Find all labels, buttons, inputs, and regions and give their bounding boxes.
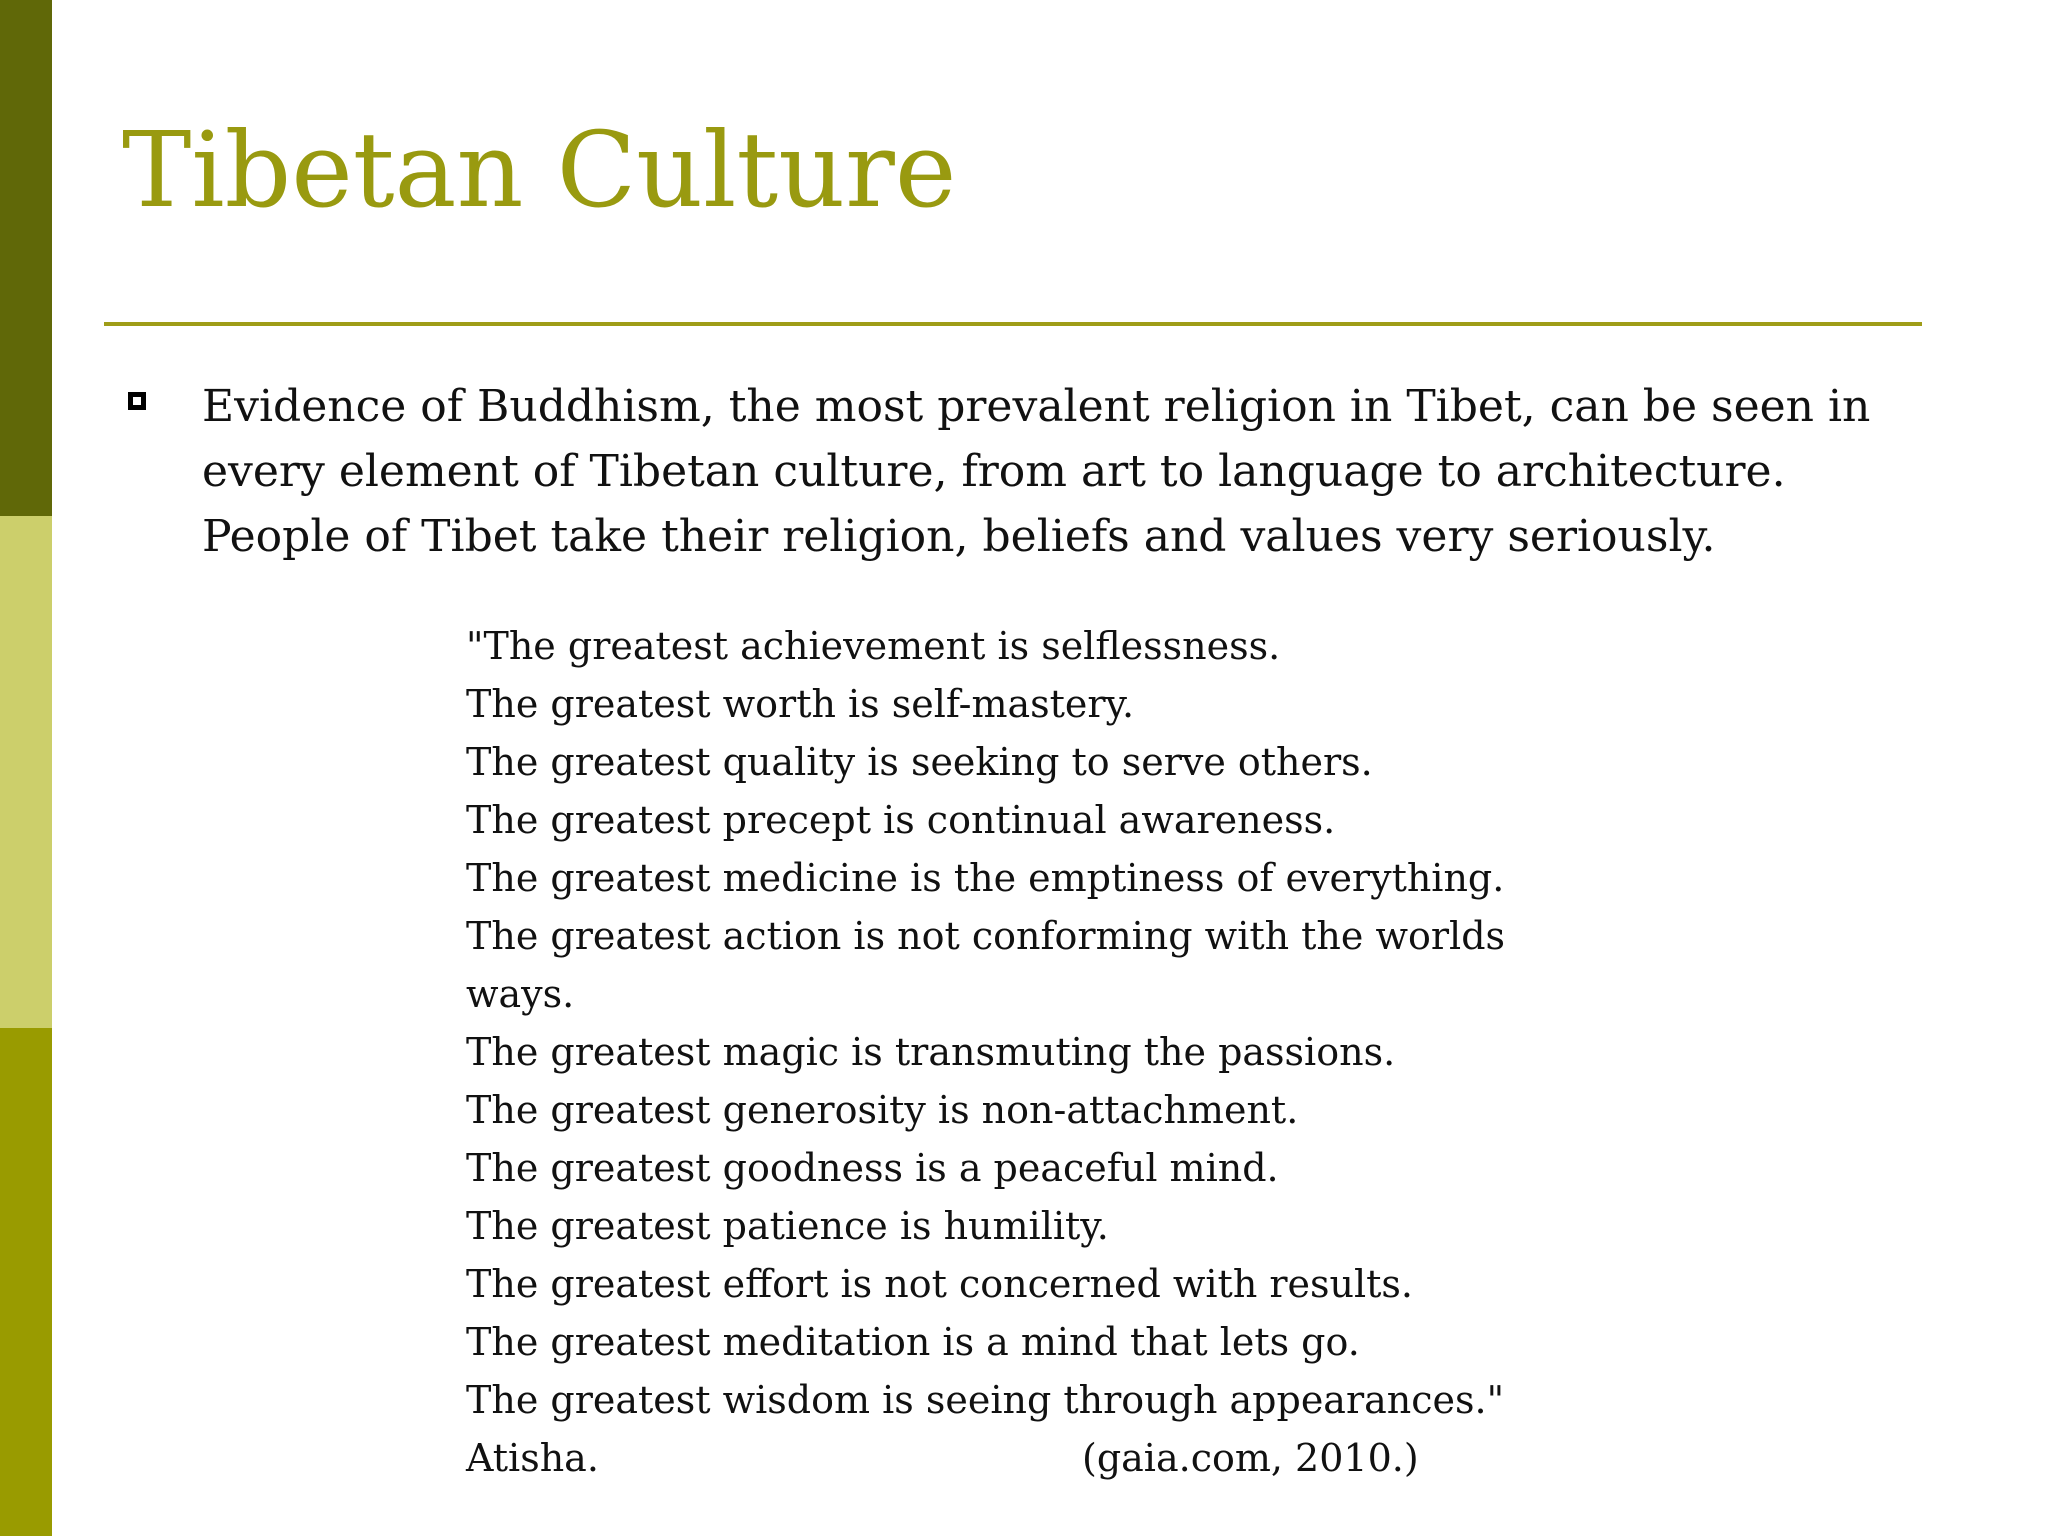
quote-line: The greatest worth is self-mastery. (466, 682, 1135, 726)
title-divider (104, 322, 1922, 326)
quote-line: The greatest quality is seeking to serve others. (466, 740, 1373, 784)
side-bar-bottom-segment (0, 1028, 52, 1536)
quote-line: The greatest generosity is non-attachment. (466, 1088, 1299, 1132)
quote-line: "The greatest achievement is selflessness. (466, 624, 1281, 668)
quote-attribution (466, 1429, 1466, 1487)
quote-line: The greatest patience is humility. (466, 1204, 1109, 1248)
quote-author: Atisha. (466, 1436, 599, 1480)
quote-source-citation: (gaia.com, 2010.) (1082, 1436, 1419, 1480)
side-bar-middle-segment (0, 516, 52, 1028)
quote-line: ways. (466, 972, 575, 1016)
quote-line: The greatest effort is not concerned with results. (466, 1262, 1414, 1306)
bullet-text: Evidence of Buddhism, the most prevalent religion in Tibet, can be seen in every element of Tibetan culture, from art to language to architecture. People of Tibet take their religion, beliefs and values very seriously. (202, 381, 1871, 562)
hollow-square-bullet-icon (128, 392, 146, 410)
quote-block (466, 617, 1506, 1487)
quote-line: The greatest precept is continual awareness. (466, 798, 1336, 842)
slide-title: Tibetan Culture (122, 109, 957, 231)
quote-line: The greatest action is not conforming with the worlds (466, 914, 1506, 958)
quote-line: The greatest magic is transmuting the passions. (466, 1030, 1396, 1074)
side-bar-top-segment (0, 0, 52, 516)
quote-line: The greatest wisdom is seeing through appearances." (466, 1378, 1505, 1422)
quote-line: The greatest goodness is a peaceful mind. (466, 1146, 1279, 1190)
quote-line: The greatest meditation is a mind that lets go. (466, 1320, 1360, 1364)
quote-line: The greatest medicine is the emptiness of everything. (466, 856, 1505, 900)
